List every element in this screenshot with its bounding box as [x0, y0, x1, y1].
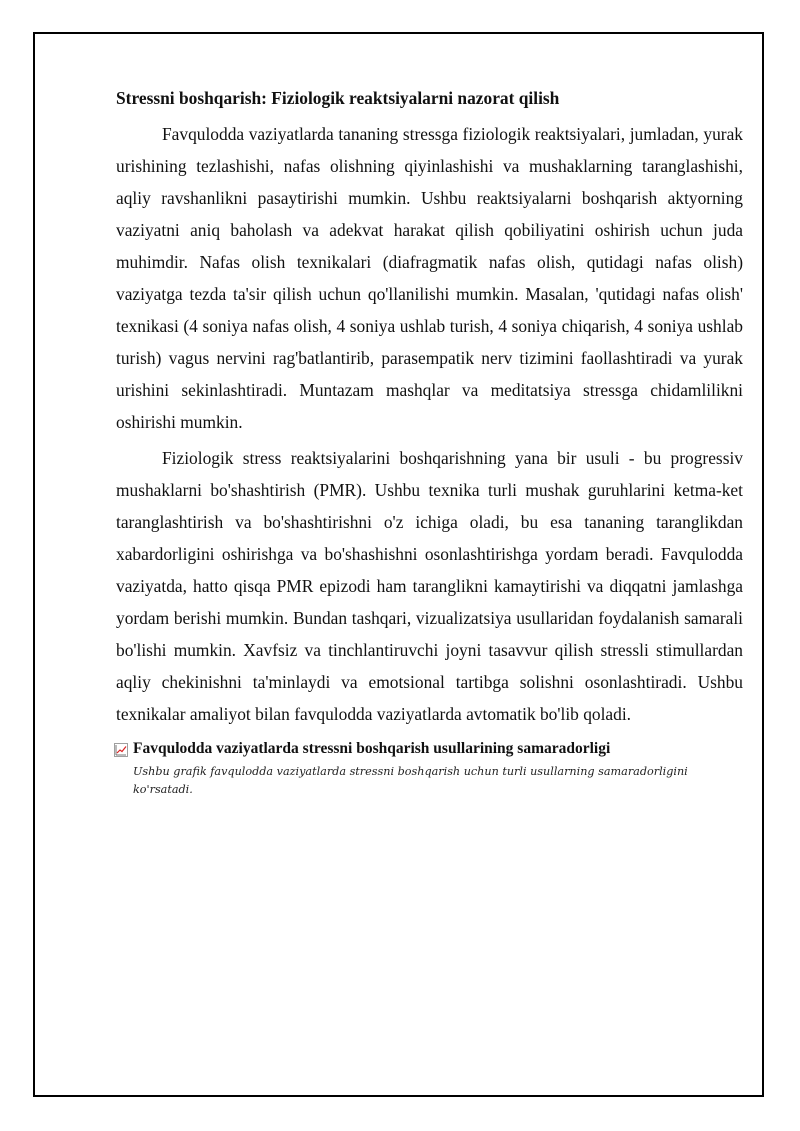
figure-title: Favqulodda vaziyatlarda stressni boshqarish usullarining samaradorligi	[133, 740, 611, 757]
figure-caption: Ushbu grafik favqulodda vaziyatlarda stressni boshqarish uchun turli usullarning samaradorligini ko'rsatadi.	[133, 765, 688, 796]
figure-block	[116, 738, 743, 799]
paragraph-breathing: Favqulodda vaziyatlarda tananing stressga fiziologik reaktsiyalari, jumladan, yurak urishining tezlashishi, nafas olishning qiyinlashishi va mushaklarning taranglashishi, aqliy ravshanlikni pasaytirishi mumkin. Ushbu reaktsiyalarni boshqarish aktyorning vaziyatni aniq baholash va adekvat harakat qilish qobiliyatini oshirish uchun juda muhimdir. Nafas olish texnikalari (diafragmatik nafas olish, qutidagi nafas olish) vaziyatga tezda ta'sir qilish uchun qo'llanilishi mumkin. Masalan, 'qutidagi nafas olish' texnikasi (4 soniya nafas olish, 4 soniya ushlab turish, 4 soniya chiqarish, 4 soniya ushlab turish) vagus nervini rag'batlantirib, parasempatik nerv tizimini faollashtiradi va yurak urishini sekinlashtiradi. Muntazam mashqlar va meditatsiya stressga chidamlilikni oshirishi mumkin.	[116, 124, 743, 432]
figure-title-row	[114, 738, 743, 760]
paragraph-pmr: Fiziologik stress reaktsiyalarini boshqarishning yana bir usuli - bu progressiv mushaklarni bo'shashtirish (PMR). Ushbu texnika turli mushak guruhlarini ketma-ket taranglashtirish va bo'shashtirishni o'z ichiga oladi, bu esa tananing taranglikdan xabardorligini oshirishga va bo'shashishni osonlashtirishga yordam beradi. Favqulodda vaziyatda, hatto qisqa PMR epizodi ham taranglikni kamaytirishi va diqqatni jamlashga yordam berishi mumkin. Bundan tashqari, vizualizatsiya usullaridan foydalanish samarali bo'lishi mumkin. Xavfsiz va tinchlantiruvchi joyni tasavvur qilish stressli stimullardan aqliy chekinishni ta'minlaydi va emotsional tartibga solishni osonlashtiradi. Ushbu texnikalar amaliyot bilan favqulodda vaziyatlarda avtomatik bo'lib qoladi.	[116, 448, 743, 724]
document-body	[116, 86, 743, 799]
chart-increasing-icon	[114, 742, 128, 756]
section-heading: Stressni boshqarish: Fiziologik reaktsiyalarni nazorat qilish	[116, 88, 560, 108]
